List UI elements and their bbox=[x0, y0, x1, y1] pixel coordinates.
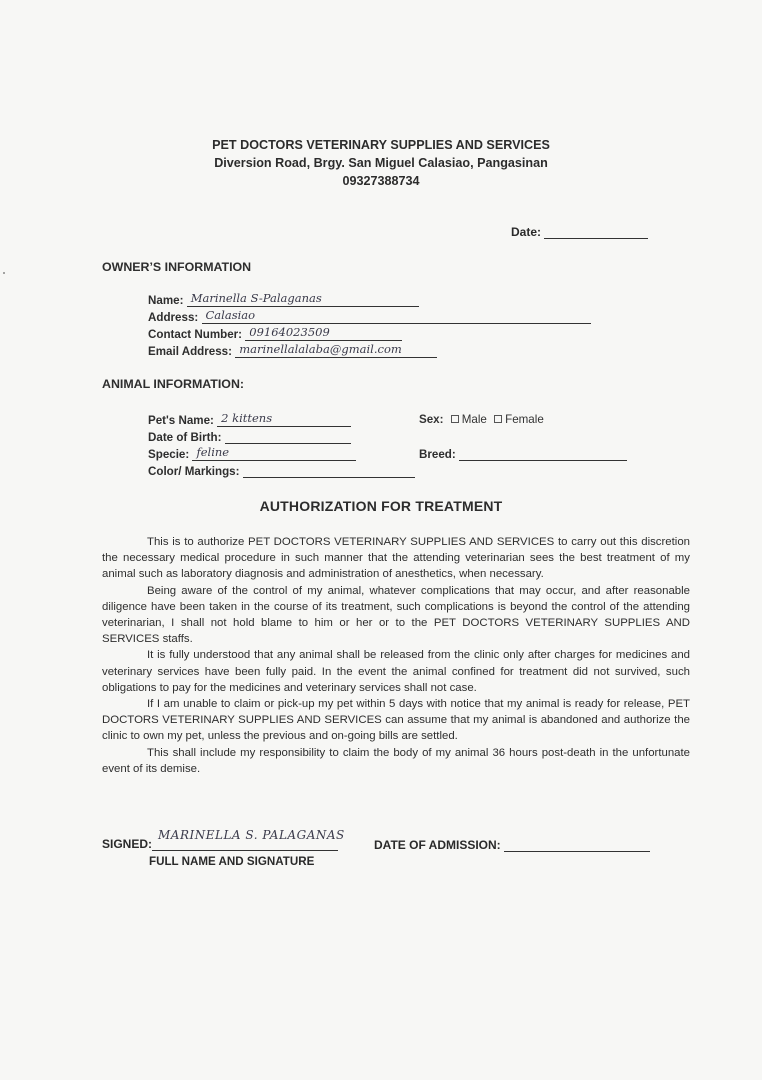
owner-address-value: Calasiao bbox=[202, 309, 591, 324]
color-blank bbox=[243, 463, 415, 478]
owner-contact-label: Contact Number: bbox=[148, 328, 243, 341]
scan-speck bbox=[3, 272, 5, 274]
dob-field bbox=[148, 429, 351, 444]
authorization-paragraph: This is to authorize PET DOCTORS VETERINARY SUPPLIES AND SERVICES to carry out this discretion the necessary medical procedure in such manner that the attending veterinarian sees the best treatment of my animal such as laboratory diagnosis and administration of anesthetics, when necessary. bbox=[102, 536, 690, 581]
specie-label: Specie: bbox=[148, 448, 190, 461]
owner-contact-field bbox=[148, 326, 402, 341]
authorization-paragraph: Being aware of the control of my animal, whatever complications that may occur, and after reasonable diligence have been taken in the course of its treatment, such complications is beyond the control of the attending veterinarian, I shall not hold blame to him or her or to the PET DOCTORS VETERINARY SUPPLIES AND SERVICES staffs. bbox=[102, 584, 690, 646]
date-blank bbox=[544, 224, 648, 239]
admission-blank bbox=[504, 837, 650, 852]
authorization-text bbox=[102, 534, 690, 777]
clinic-name: PET DOCTORS VETERINARY SUPPLIES AND SERVICES bbox=[212, 138, 550, 152]
sex-label: Sex: bbox=[419, 413, 444, 426]
owner-email-field bbox=[148, 343, 437, 358]
pet-name-field bbox=[148, 412, 351, 427]
date-of-admission-field bbox=[374, 837, 650, 852]
animal-section-title: ANIMAL INFORMATION: bbox=[102, 377, 245, 391]
authorization-title: AUTHORIZATION FOR TREATMENT bbox=[259, 498, 503, 514]
signature-line bbox=[152, 850, 338, 851]
clinic-address: Diversion Road, Brgy. San Miguel Calasiao, Pangasinan bbox=[214, 156, 548, 170]
handwritten-signature: MARINELLA S. PALAGANAS bbox=[158, 828, 345, 842]
specie-value: feline bbox=[192, 446, 356, 461]
owner-name-field bbox=[148, 292, 419, 307]
breed-label: Breed: bbox=[419, 448, 456, 461]
dob-blank bbox=[225, 429, 351, 444]
owner-email-label: Email Address: bbox=[148, 345, 232, 358]
form-header bbox=[0, 136, 762, 190]
female-checkbox[interactable] bbox=[494, 415, 502, 423]
pet-name-value: 2 kittens bbox=[217, 412, 351, 427]
owner-section-title: OWNER’S INFORMATION bbox=[102, 260, 252, 274]
color-label: Color/ Markings: bbox=[148, 465, 240, 478]
pet-name-label: Pet's Name: bbox=[148, 414, 214, 427]
female-label: Female bbox=[505, 413, 544, 426]
breed-field bbox=[419, 446, 627, 461]
owner-name-label: Name: bbox=[148, 294, 184, 307]
authorization-paragraph: It is fully understood that any animal shall be released from the clinic only after charges for medicines and veterinary services have been fully paid. In the event the animal confined for treatment did not survived, such obligations to pay for the medicines and veterinary services shall not case. bbox=[102, 649, 690, 694]
color-field bbox=[148, 463, 415, 478]
owner-contact-value: 09164023509 bbox=[245, 326, 402, 341]
male-label: Male bbox=[461, 413, 487, 426]
owner-address-label: Address: bbox=[148, 311, 199, 324]
owner-address-field bbox=[148, 309, 591, 324]
authorization-paragraph: If I am unable to claim or pick-up my pet within 5 days with notice that my animal is ready for release, PET DOCTORS VETERINARY SUPPLIES AND SERVICES can assume that my animal is abandoned and authorize the clinic to own my pet, unless the previous and on-going bills are settled. bbox=[102, 698, 690, 743]
date-label: Date: bbox=[511, 225, 542, 239]
breed-blank bbox=[459, 446, 627, 461]
authorization-paragraph: This shall include my responsibility to claim the body of my animal 36 hours post-death in the unfortunate event of its demise. bbox=[102, 746, 690, 775]
owner-email-value: marinellalalaba@gmail.com bbox=[235, 343, 437, 358]
male-checkbox[interactable] bbox=[451, 415, 459, 423]
sex-field bbox=[419, 413, 544, 426]
fullname-caption: FULL NAME AND SIGNATURE bbox=[149, 855, 315, 868]
dob-label: Date of Birth: bbox=[148, 431, 222, 444]
admission-label: DATE OF ADMISSION: bbox=[374, 838, 501, 852]
date-field bbox=[511, 224, 648, 239]
clinic-phone: 09327388734 bbox=[342, 174, 420, 188]
owner-name-value: Marinella S-Palaganas bbox=[187, 292, 419, 307]
specie-field bbox=[148, 446, 356, 461]
signed-label: SIGNED: bbox=[102, 837, 153, 851]
